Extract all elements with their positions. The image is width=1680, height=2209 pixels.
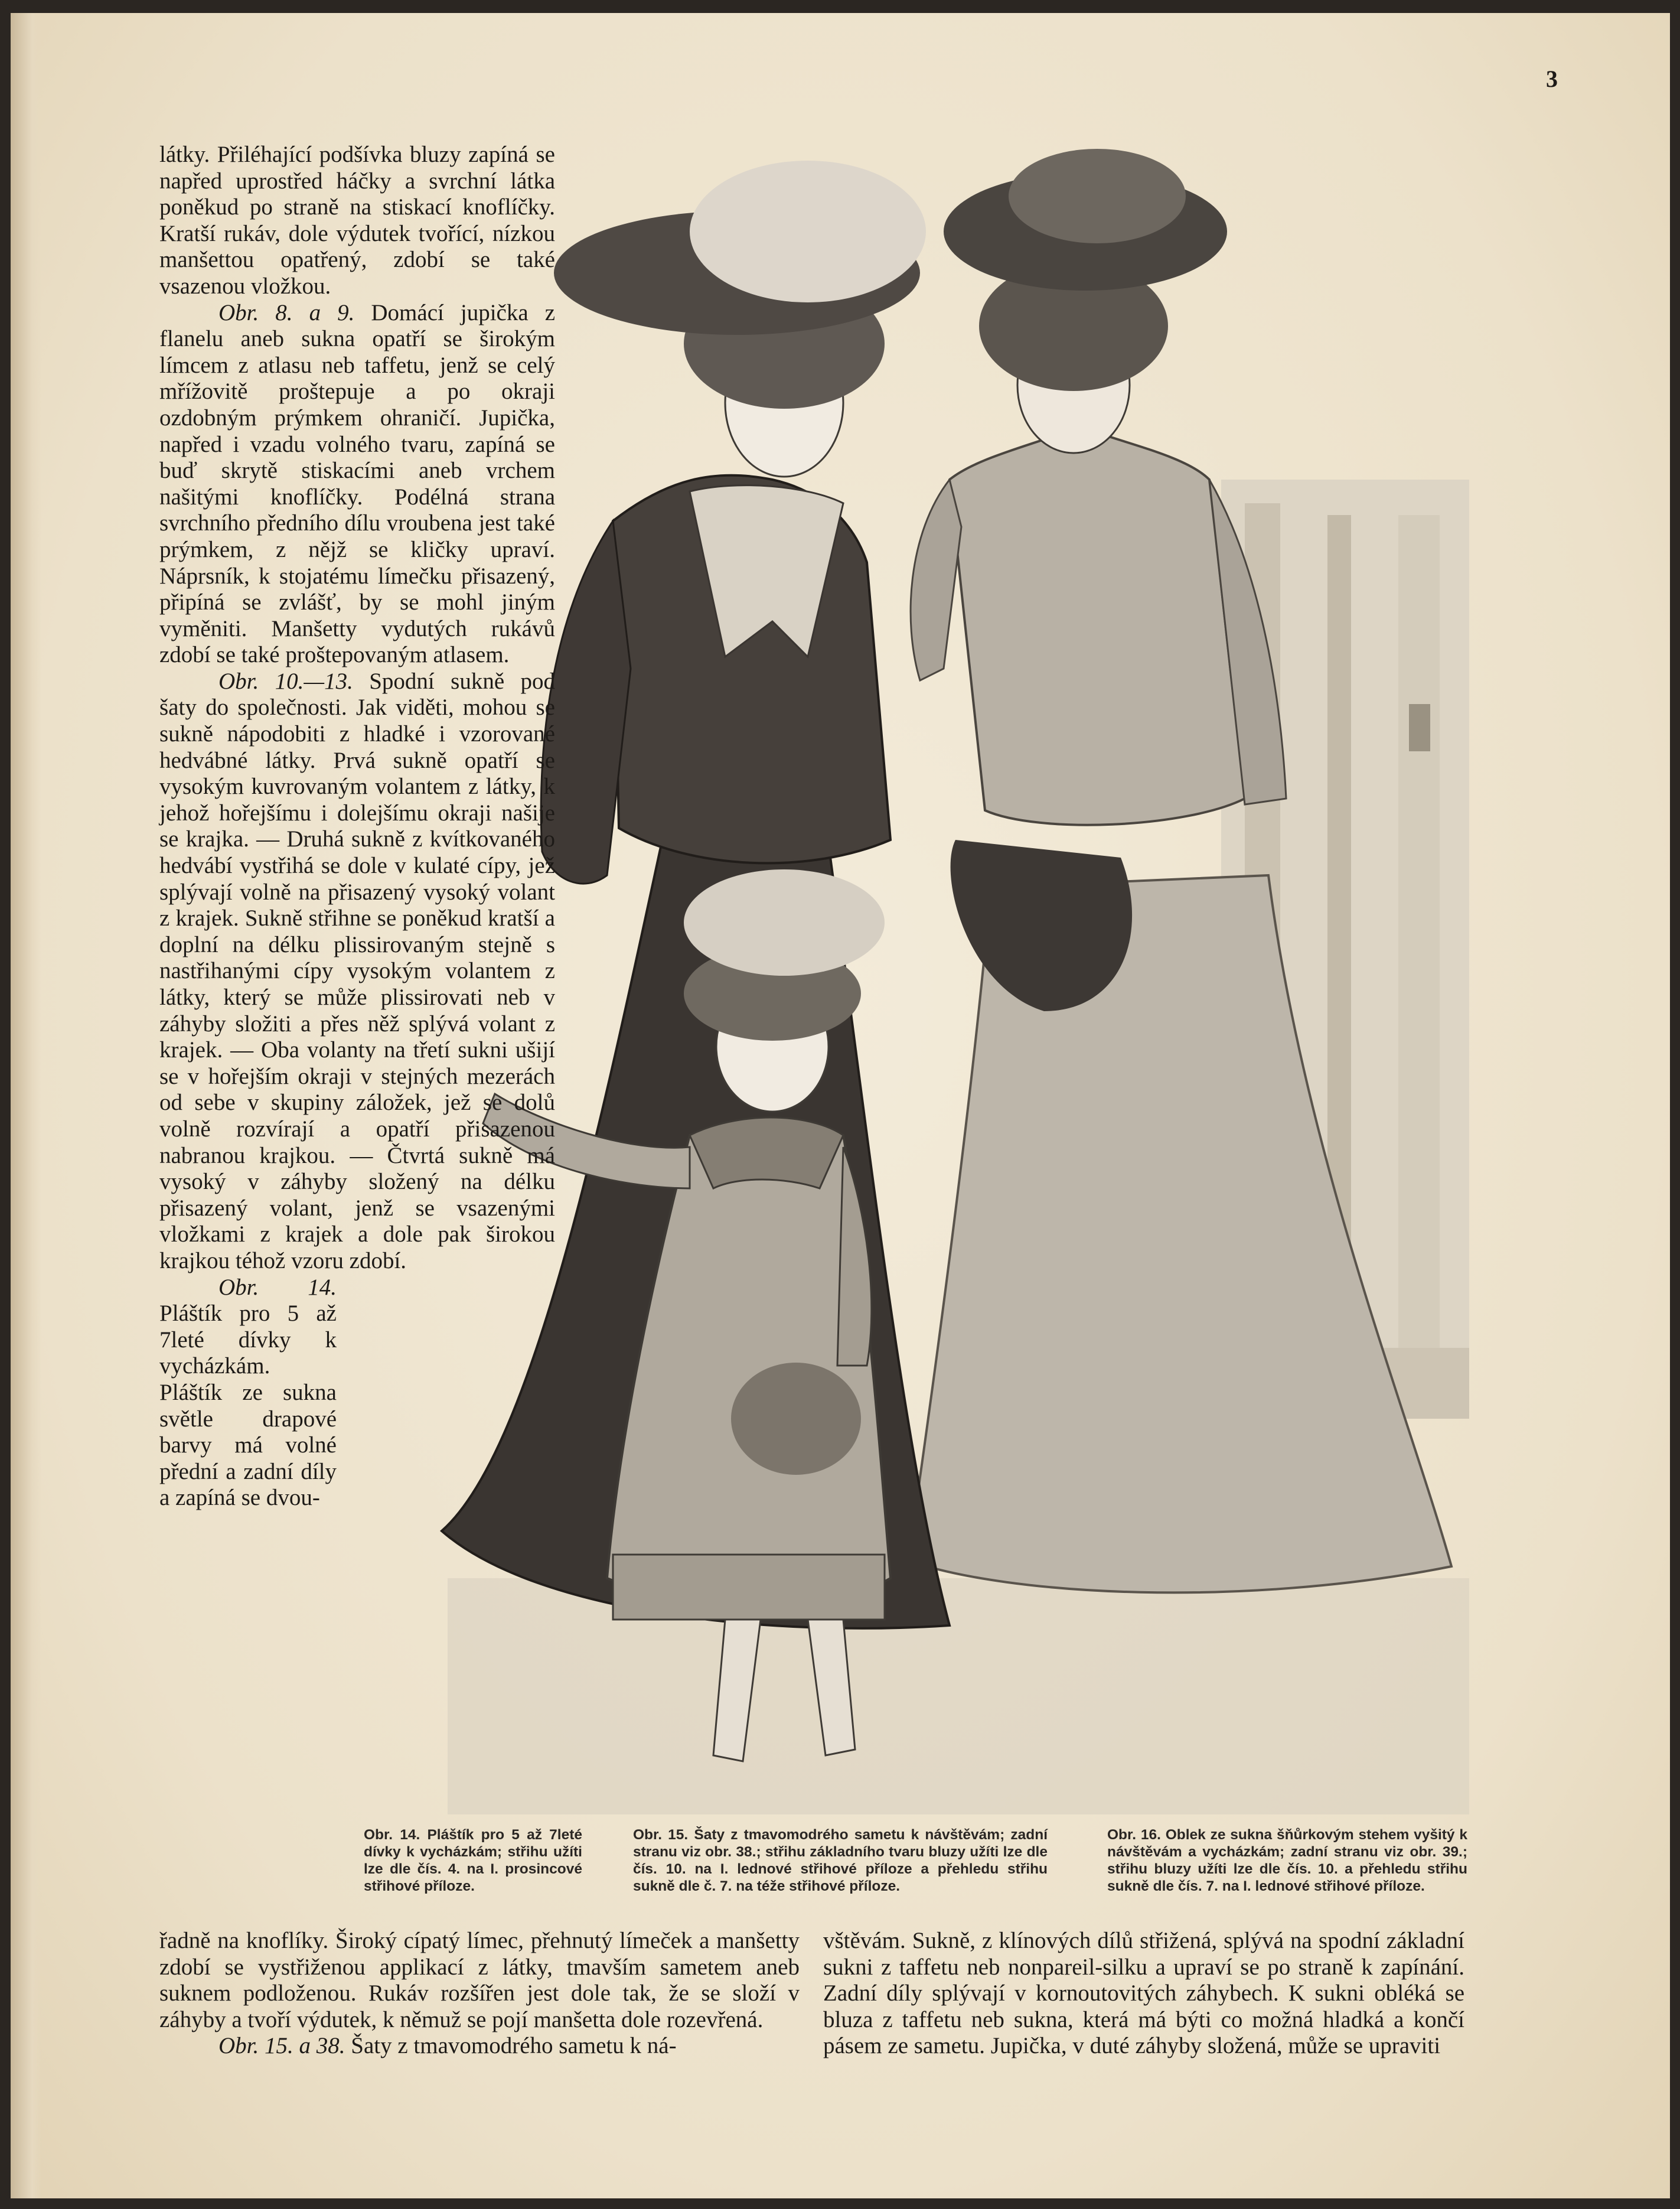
figure-ref-14: Obr. 14. [218,1274,337,1300]
left-text-column [159,142,555,1511]
paragraph-4-text: Pláštík pro 5 až 7leté dívky k vycházkám. Pláštík ze sukna světle drapové barvy má volné přední a zadní díly a zapíná se dvou- [159,1301,337,1511]
paragraph-1 [159,142,555,300]
page-number: 3 [1546,66,1558,92]
paragraph-2-text: Domácí jupička z flanelu aneb sukna opatří se širokým límcem z atlasu neb taffetu, jenž se celý mřížovitě proštepuje a po okraji ozdobným prýmkem ohraničí. Jupička, napřed i vzadu volného tvaru, zapíná se buď skrytě stiskacími aneb vrchem našitými knoflíčky. Podélná strana svrchního předního dílu vroubena jest také prýmkem, z nějž se kličky upraví. Náprsník, k stojatému límečku přisazený, připíná se zvlášť, by se mohl jiným vyměniti. Manšetty vydutých rukávů zdobí se také proštepovaným atlasem. [159,299,555,668]
bottom-left-text [159,1928,800,2060]
bottom-right-text [823,1928,1464,2060]
figure-ref-8-9: Obr. 8. a 9. [218,299,355,325]
figure-ref-10-13: Obr. 10.—13. [218,668,353,694]
bottom-left-tail: Šaty z tmavomodrého sametu k ná- [351,2033,677,2059]
magazine-page [11,13,1670,2198]
caption-figure-16: Obr. 16. Oblek ze sukna šňůrkovým stehem vyšitý k návštěvám a vycházkám; zadní stranu viz obr. 39.; střihu bluzy užíti lze dle čís. 10. a přehledu střihu sukně dle čís. 7. na I. lednové střihové příloze. [1107,1827,1467,1894]
paragraph-1-text: látky. Přiléhající podšívka bluzy zapíná se napřed uprostřed háčky a svrchní látka poněkud po straně na stiskací knoflíčky. Kratší rukáv, dole výdutek tvořící, nízkou manšettou opatřený, zdobí se také vsazenou vložkou. [159,142,555,299]
paragraph-4 [159,1275,337,1511]
caption-figure-15: Obr. 15. Šaty z tmavomodrého sametu k návštěvám; zadní stranu viz obr. 38.; střihu základního tvaru bluzy užíti lze dle čís. 10. na I. lednové střihové příloze a přehledu střihu sukně dle č. 7. na téže střihové příloze. [633,1827,1048,1894]
bottom-right-body: vštěvám. Sukně, z klínových dílů střižená, splývá na spodní základní sukni z taffetu neb nonpareil-silku a upraví se po straně k zapínání. Zadní díly splývají v kornoutovitých záhybech. K sukni obléká se bluza z taffetu neb sukna, která má býti co možná hladká a končí pásem ze sametu. Jupička, v duté záhyby složená, může se upraviti [823,1928,1464,2059]
paragraph-3 [159,669,555,1275]
page-spine-shadow [11,13,41,2198]
caption-figure-14: Obr. 14. Pláštík pro 5 až 7leté dívky k vycházkám; střihu užíti lze dle čís. 4. na I. prosincové střihové příloze. [364,1827,582,1894]
paragraph-3-text: Spodní sukně pod šaty do společnosti. Jak viděti, mohou se sukně nápodobiti z hladké i vzorované hedvábné látky. Prvá sukně opatří se vysokým kuvrovaným volantem z látky, k jehož hořejšímu i dolejšímu okraji našije se krajka. — Druhá sukně z kvítkovaného hedvábí vystřihá se dole v kulaté cípy, jež splývají volně na přisazený vysoký volant z krajek. Sukně střihne se poněkud kratší a doplní na délku plissirovaným stejně s nastřihanými cípy vysokým volantem z látky, který se může plissirovati neb v záhyby složiti a přes něž splývá volant z krajek. — Oba volanty na třetí sukni ušijí se v hořejším okraji v stejných mezerách od sebe v skupiny záložek, jež se dolů volně rozvírají a opatří přisazenou nabranou krajkou. — Čtvrtá sukně má vysoký v záhyby složený na délku přisazený volant, jenž se vsazenými vložkami z krajek a dole pak širokou krajkou téhož vzoru zdobí. [159,668,556,1273]
figure-ref-15-38: Obr. 15. a 38. [218,2033,345,2059]
paragraph-2 [159,300,555,669]
bottom-left-body: řadně na knoflíky. Široký cípatý límec, přehnutý límeček a manšetty zdobí se vystřiženou applikací z látky, tmavším sametem aneb suknem podloženou. Rukáv rozšířen jest dole tak, že se složí v záhyby a tvoří výdutek, k němuž se pojí manšetta dole rozevřená. [159,1928,800,2032]
